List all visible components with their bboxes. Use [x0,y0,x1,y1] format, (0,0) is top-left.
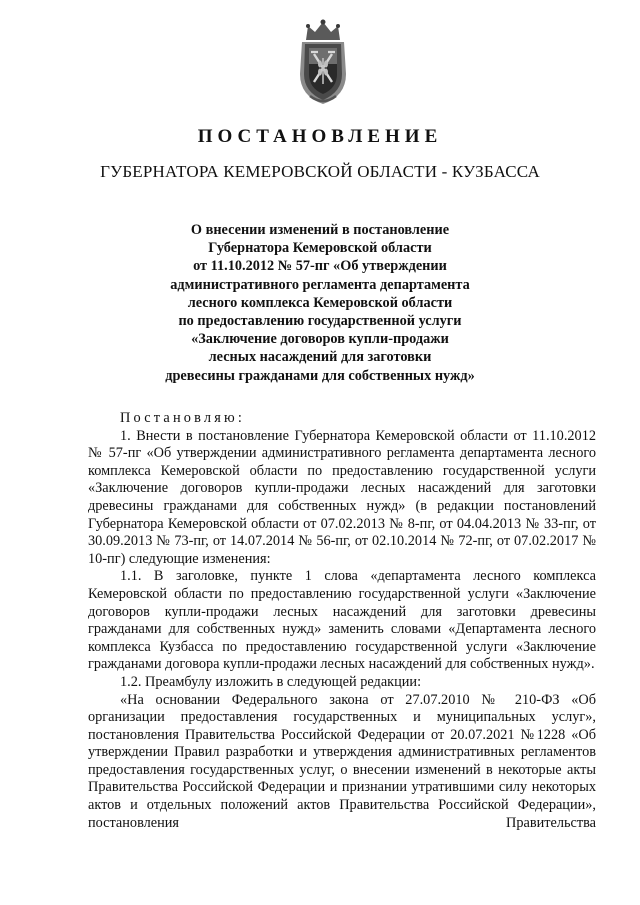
subject-line: лесных насаждений для заготовки [208,349,432,366]
paragraph-1-2: 1.2. Преамбулу изложить в следующей редакции: [120,673,422,690]
subject-line: Губернатора Кемеровской области [208,240,432,257]
document-type-title: ПОСТАНОВЛЕНИЕ [197,126,443,147]
subject-line: административного регламента департамента [170,276,470,293]
subject-line: от 11.10.2012 № 57-пг «Об утверждении [193,258,447,275]
subject-line: лесного комплекса Кемеровской области [187,294,453,311]
document-body [88,410,596,832]
issuer-title: ГУБЕРНАТОРА КЕМЕРОВСКОЙ ОБЛАСТИ - КУЗБАССА [100,162,540,181]
paragraph-1-2-quote: «На основании Федерального закона от 27.07.2010 № 210-ФЗ «Об организации предоставления государственных и муниципальных услуг», постановления Правительства Российской Федерации от 20.07.2021 №1228 «Об утверждении Правил разработки и утверждения административных регламентов предоставления государственных услуг, о внесении изменений в некоторые акты Правительства Российской Федерации и признании утратившими силу некоторых актов и отдельных положений актов Правительства Российской Федерации», постановления Правительства [88,691,596,831]
coat-of-arms-icon [296,18,350,106]
paragraph-1-1: 1.1. В заголовке, пункте 1 слова «департамента лесного комплекса Кемеровской области по предоставлению государственной услуги «Заключение договоров купли-продажи лесных насаждений для заготовки древесины гражданами для собственных нужд» заменить словами «Департамента лесного комплекса Кузбасса по предоставлению государственной услуги «Заключение гражданами договора купли-продажи лесных насаждений для собственных нужд». [88,568,596,673]
document-subject [150,221,490,385]
subject-line: О внесении изменений в постановление [190,222,450,238]
decree-word: Постановляю: [120,410,246,426]
subject-line: «Заключение договоров купли-продажи [191,331,449,348]
subject-line: древесины гражданами для собственных нужд» [165,367,475,384]
paragraph-1: 1. Внести в постановление Губернатора Кемеровской области от 11.10.2012 № 57-пг «Об утверждении административного регламента департамента лесного комплекса Кемеровской области по предоставлению государственной услуги «Заключение договоров купли-продажи лесных насаждений для заготовки древесины гражданами для собственных нужд» (в редакции постановлений Губернатора Кемеровской области от 07.02.2013 № 8-пг, от 04.04.2013 № 33-пг, от 30.09.2013 № 73-пг, от 14.07.2014 № 56-пг, от 02.10.2014 № 72-пг, от 07.02.2017 № 10-пг) следующие изменения: [88,427,596,567]
subject-line: по предоставлению государственной услуги [178,313,462,330]
